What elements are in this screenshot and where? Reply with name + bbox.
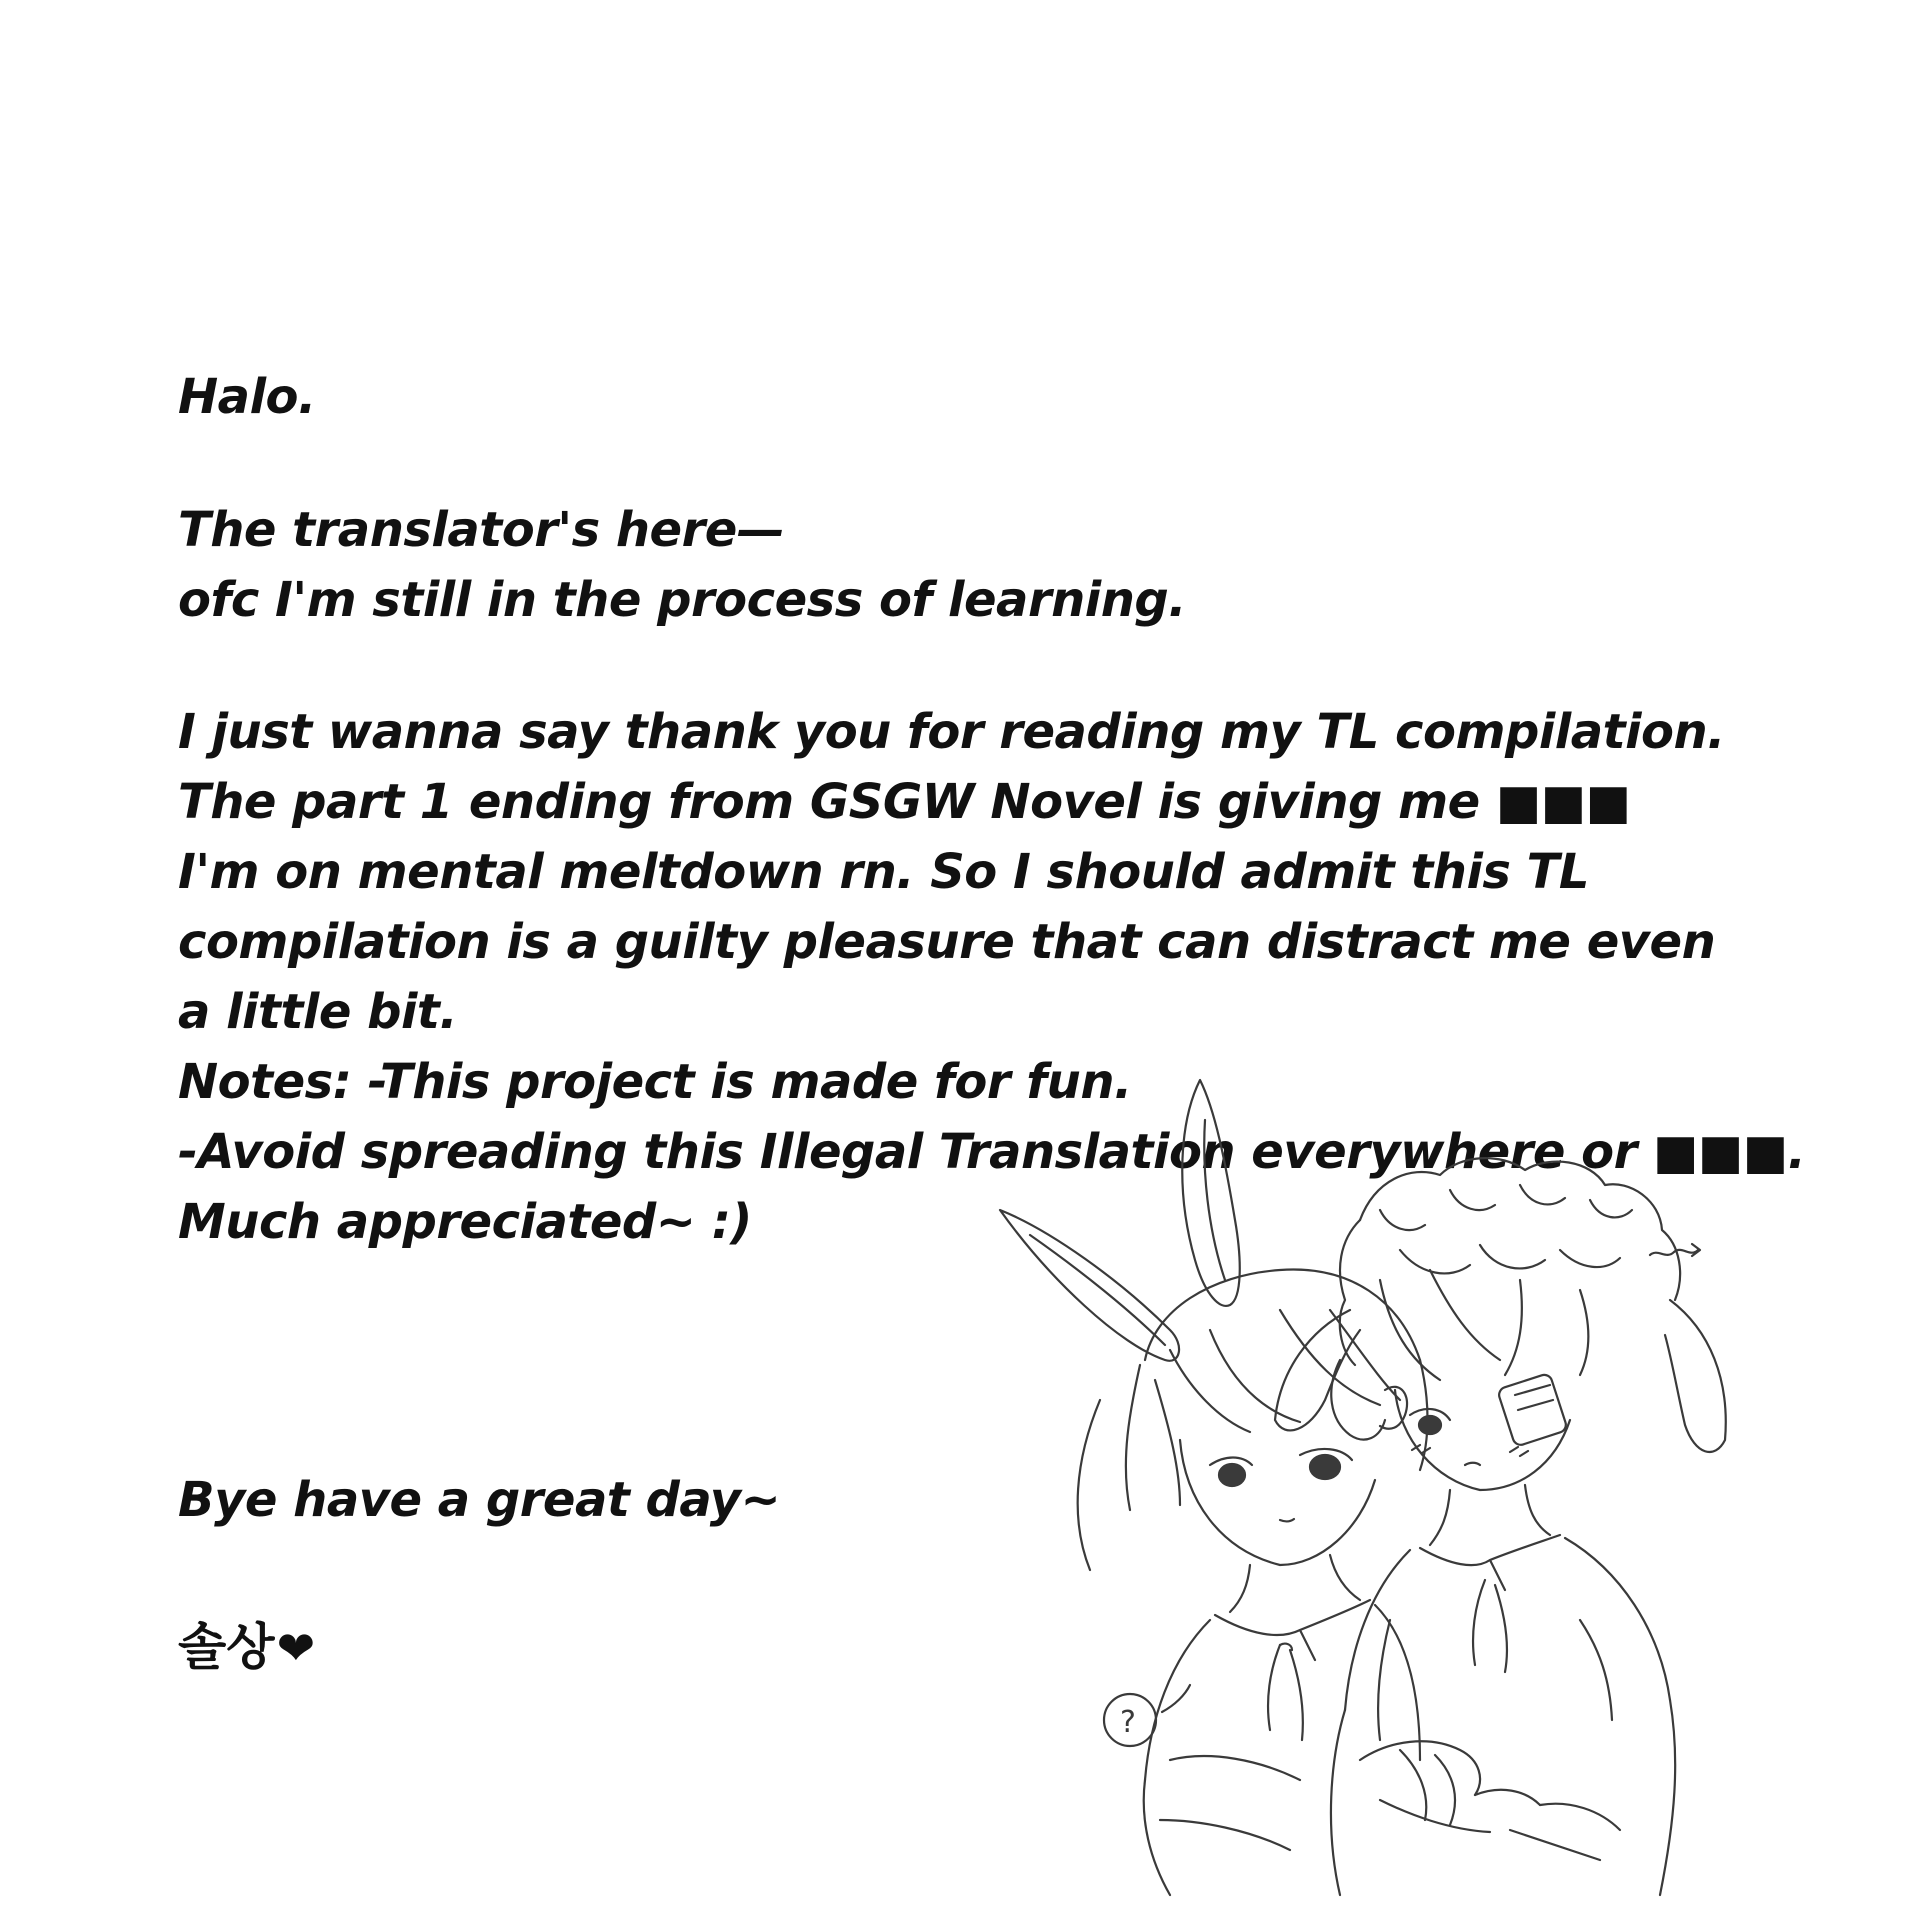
farewell-text: Bye have a great day~ <box>178 1472 781 1528</box>
body-line-5: a little bit. <box>178 984 458 1040</box>
heart-icon: ❤ <box>276 1621 316 1675</box>
body-line-3: I'm on mental meltdown rn. So I should admit this TL <box>178 844 1589 900</box>
greeting-text: Halo. <box>178 369 316 425</box>
right-character-sketch <box>1275 1158 1726 1895</box>
intro-line-1: The translator's here— <box>178 502 785 558</box>
notes-line-2: -Avoid spreading this Illegal Translation everywhere or ■■■. <box>178 1124 1806 1180</box>
body-line-2: The part 1 ending from GSGW Novel is giving me ■■■ <box>178 774 1631 830</box>
left-character-sketch <box>1000 1080 1428 1895</box>
signature <box>178 1612 315 1683</box>
left-character-arm-sketch <box>1160 1756 1300 1850</box>
question-bubble <box>1104 1685 1190 1746</box>
notes-line-1: Notes: -This project is made for fun. <box>178 1054 1132 1110</box>
notes-line-3: Much appreciated~ :) <box>178 1194 752 1250</box>
question-mark-text: ? <box>1120 1705 1136 1740</box>
signature-name: 솔상 <box>178 1618 275 1676</box>
body-line-4: compilation is a guilty pleasure that can distract me even <box>178 914 1716 970</box>
character-sketch-illustration <box>980 1060 1860 1900</box>
intro-line-2: ofc I'm still in the process of learning. <box>178 572 1187 628</box>
body-line-1: I just wanna say thank you for reading my TL compilation. <box>178 704 1725 760</box>
